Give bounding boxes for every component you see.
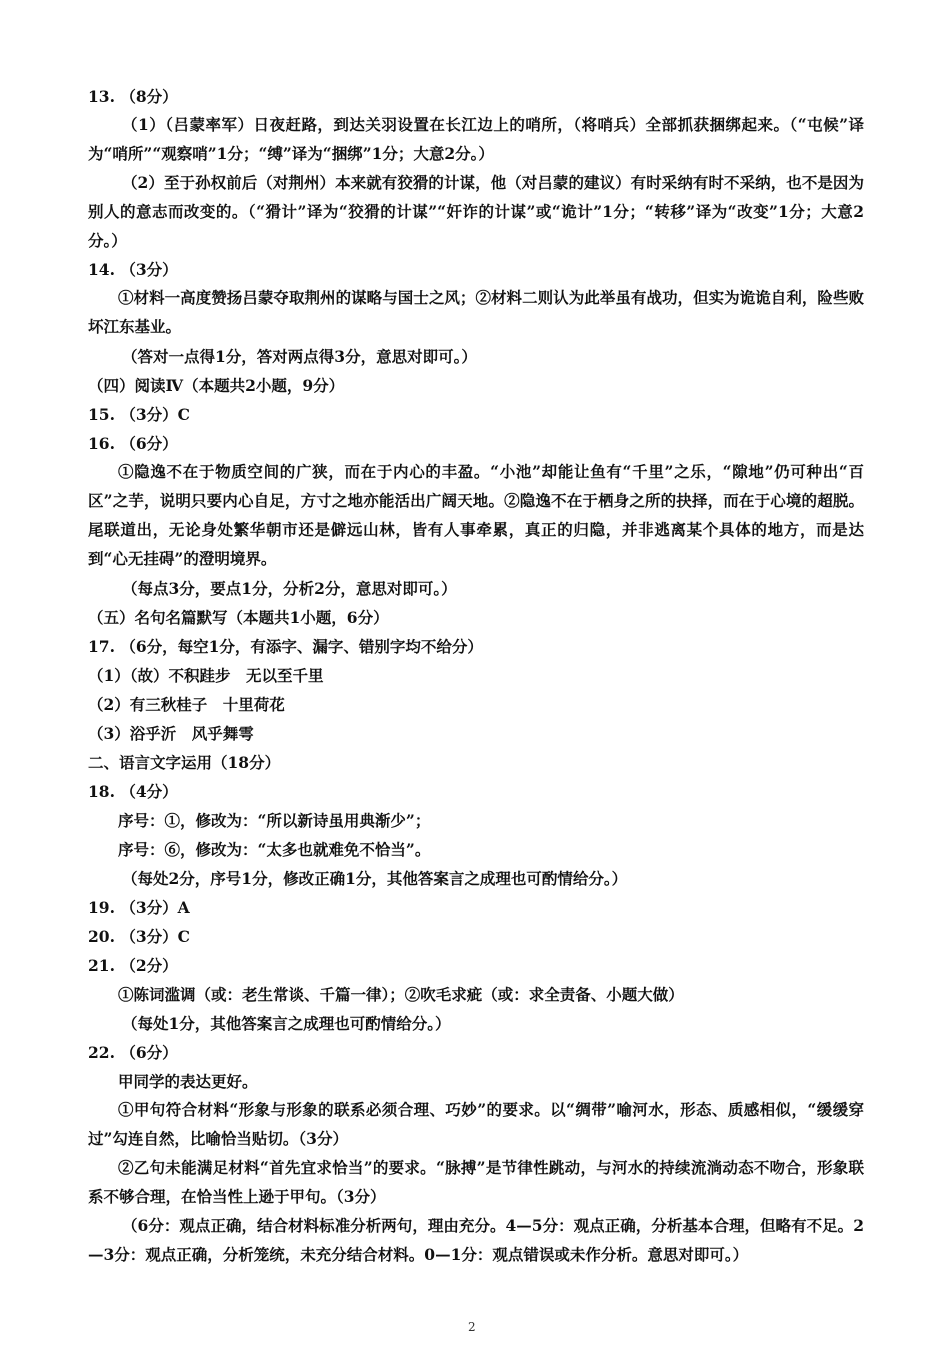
q20-answer: 20. （3分）C (88, 927, 190, 946)
q15-answer: 15. （3分）C (88, 405, 190, 424)
q16-heading: 16. （6分） (88, 434, 178, 453)
q16-answer: ①隐逸不在于物质空间的广狭，而在于内心的丰盈。“小池”却能让鱼有“千里”之乐，“隙地”仍可种出“百区”之芋，说明只要内心自足，方寸之地亦能活出广阔天地。②隐逸不在于栖身之所的抉择，而在于心境的超脱。尾联道出，无论身处繁华朝市还是僻远山林，皆有人事牵累，真正的归隐，并非逃离某个具体的地方，而是达到“心无挂碍”的澄明境界。 (88, 462, 864, 568)
q17-answer-3: （3）浴乎沂 风乎舞雩 (88, 724, 254, 743)
section-4-heading: （四）阅读Ⅳ（本题共2小题，9分） (88, 376, 345, 395)
q21-answer: ①陈词滥调（或：老生常谈、千篇一律）；②吹毛求疵（或：求全责备、小题大做） (118, 985, 684, 1004)
q14-heading: 14. （3分） (88, 260, 178, 279)
q13-answer-1: （1）（吕蒙率军）日夜赶路，到达关羽设置在长江边上的哨所，（将哨兵）全部抓获捆绑起来。（“屯候”译为“哨所”“观察哨”1分；“缚”译为“捆绑”1分；大意2分。） (88, 115, 864, 163)
q16-scoring-note: （每点3分，要点1分，分析2分，意思对即可。） (122, 579, 457, 598)
q17-answer-1: （1）（故）不积跬步 无以至千里 (88, 666, 324, 685)
q21-scoring-note: （每处1分，其他答案言之成理也可酌情给分。） (122, 1014, 451, 1033)
q13-heading: 13. （8分） (88, 87, 178, 106)
q22-heading: 22. （6分） (88, 1043, 178, 1062)
q13-answer-2: （2）至于孙权前后（对荆州）本来就有狡猾的计谋，他（对吕蒙的建议）有时采纳有时不采纳，也不是因为别人的意志而改变的。（“猾计”译为“狡猾的计谋”“奸诈的计谋”或“诡计”1分；“转移”译为“改变”1分；大意2分。） (88, 173, 864, 250)
q18-answer-2: 序号：⑥，修改为：“太多也就难免不恰当”。 (118, 840, 431, 859)
q17-heading: 17. （6分，每空1分，有添字、漏字、错别字均不给分） (88, 637, 483, 656)
page-number: 2 (468, 1320, 476, 1334)
q18-heading: 18. （4分） (88, 782, 178, 801)
q22-analysis-1: ①甲句符合材料“形象与形象的联系必须合理、巧妙”的要求。以“绸带”喻河水，形态、质感相似，“缓缓穿过”勾连自然，比喻恰当贴切。（3分） (88, 1100, 864, 1148)
part-2-heading: 二、语言文字运用（18分） (88, 753, 281, 772)
q18-scoring-note: （每处2分，序号1分，修改正确1分，其他答案言之成理也可酌情给分。） (122, 869, 628, 888)
q22-conclusion: 甲同学的表达更好。 (118, 1072, 258, 1091)
q14-answer: ①材料一高度赞扬吕蒙夺取荆州的谋略与国士之风；②材料二则认为此举虽有战功，但实为诡诡自利，险些败坏江东基业。 (88, 288, 864, 336)
q21-heading: 21. （2分） (88, 956, 178, 975)
q19-answer: 19. （3分）A (88, 898, 190, 917)
q22-scoring-note: （6分：观点正确，结合材料标准分析两句，理由充分。4—5分：观点正确，分析基本合理，但略有不足。2—3分：观点正确，分析笼统，未充分结合材料。0—1分：观点错误或未作分析。意思对即可。） (88, 1216, 864, 1264)
q17-answer-2: （2）有三秋桂子 十里荷花 (88, 695, 285, 714)
q18-answer-1: 序号：①，修改为：“所以新诗虽用典渐少”； (118, 811, 431, 830)
q14-scoring-note: （答对一点得1分，答对两点得3分，意思对即可。） (122, 347, 477, 366)
q22-analysis-2: ②乙句未能满足材料“首先宜求恰当”的要求。“脉搏”是节律性跳动，与河水的持续流淌动态不吻合，形象联系不够合理，在恰当性上逊于甲句。（3分） (88, 1158, 864, 1206)
section-5-heading: （五）名句名篇默写（本题共1小题，6分） (88, 608, 389, 627)
